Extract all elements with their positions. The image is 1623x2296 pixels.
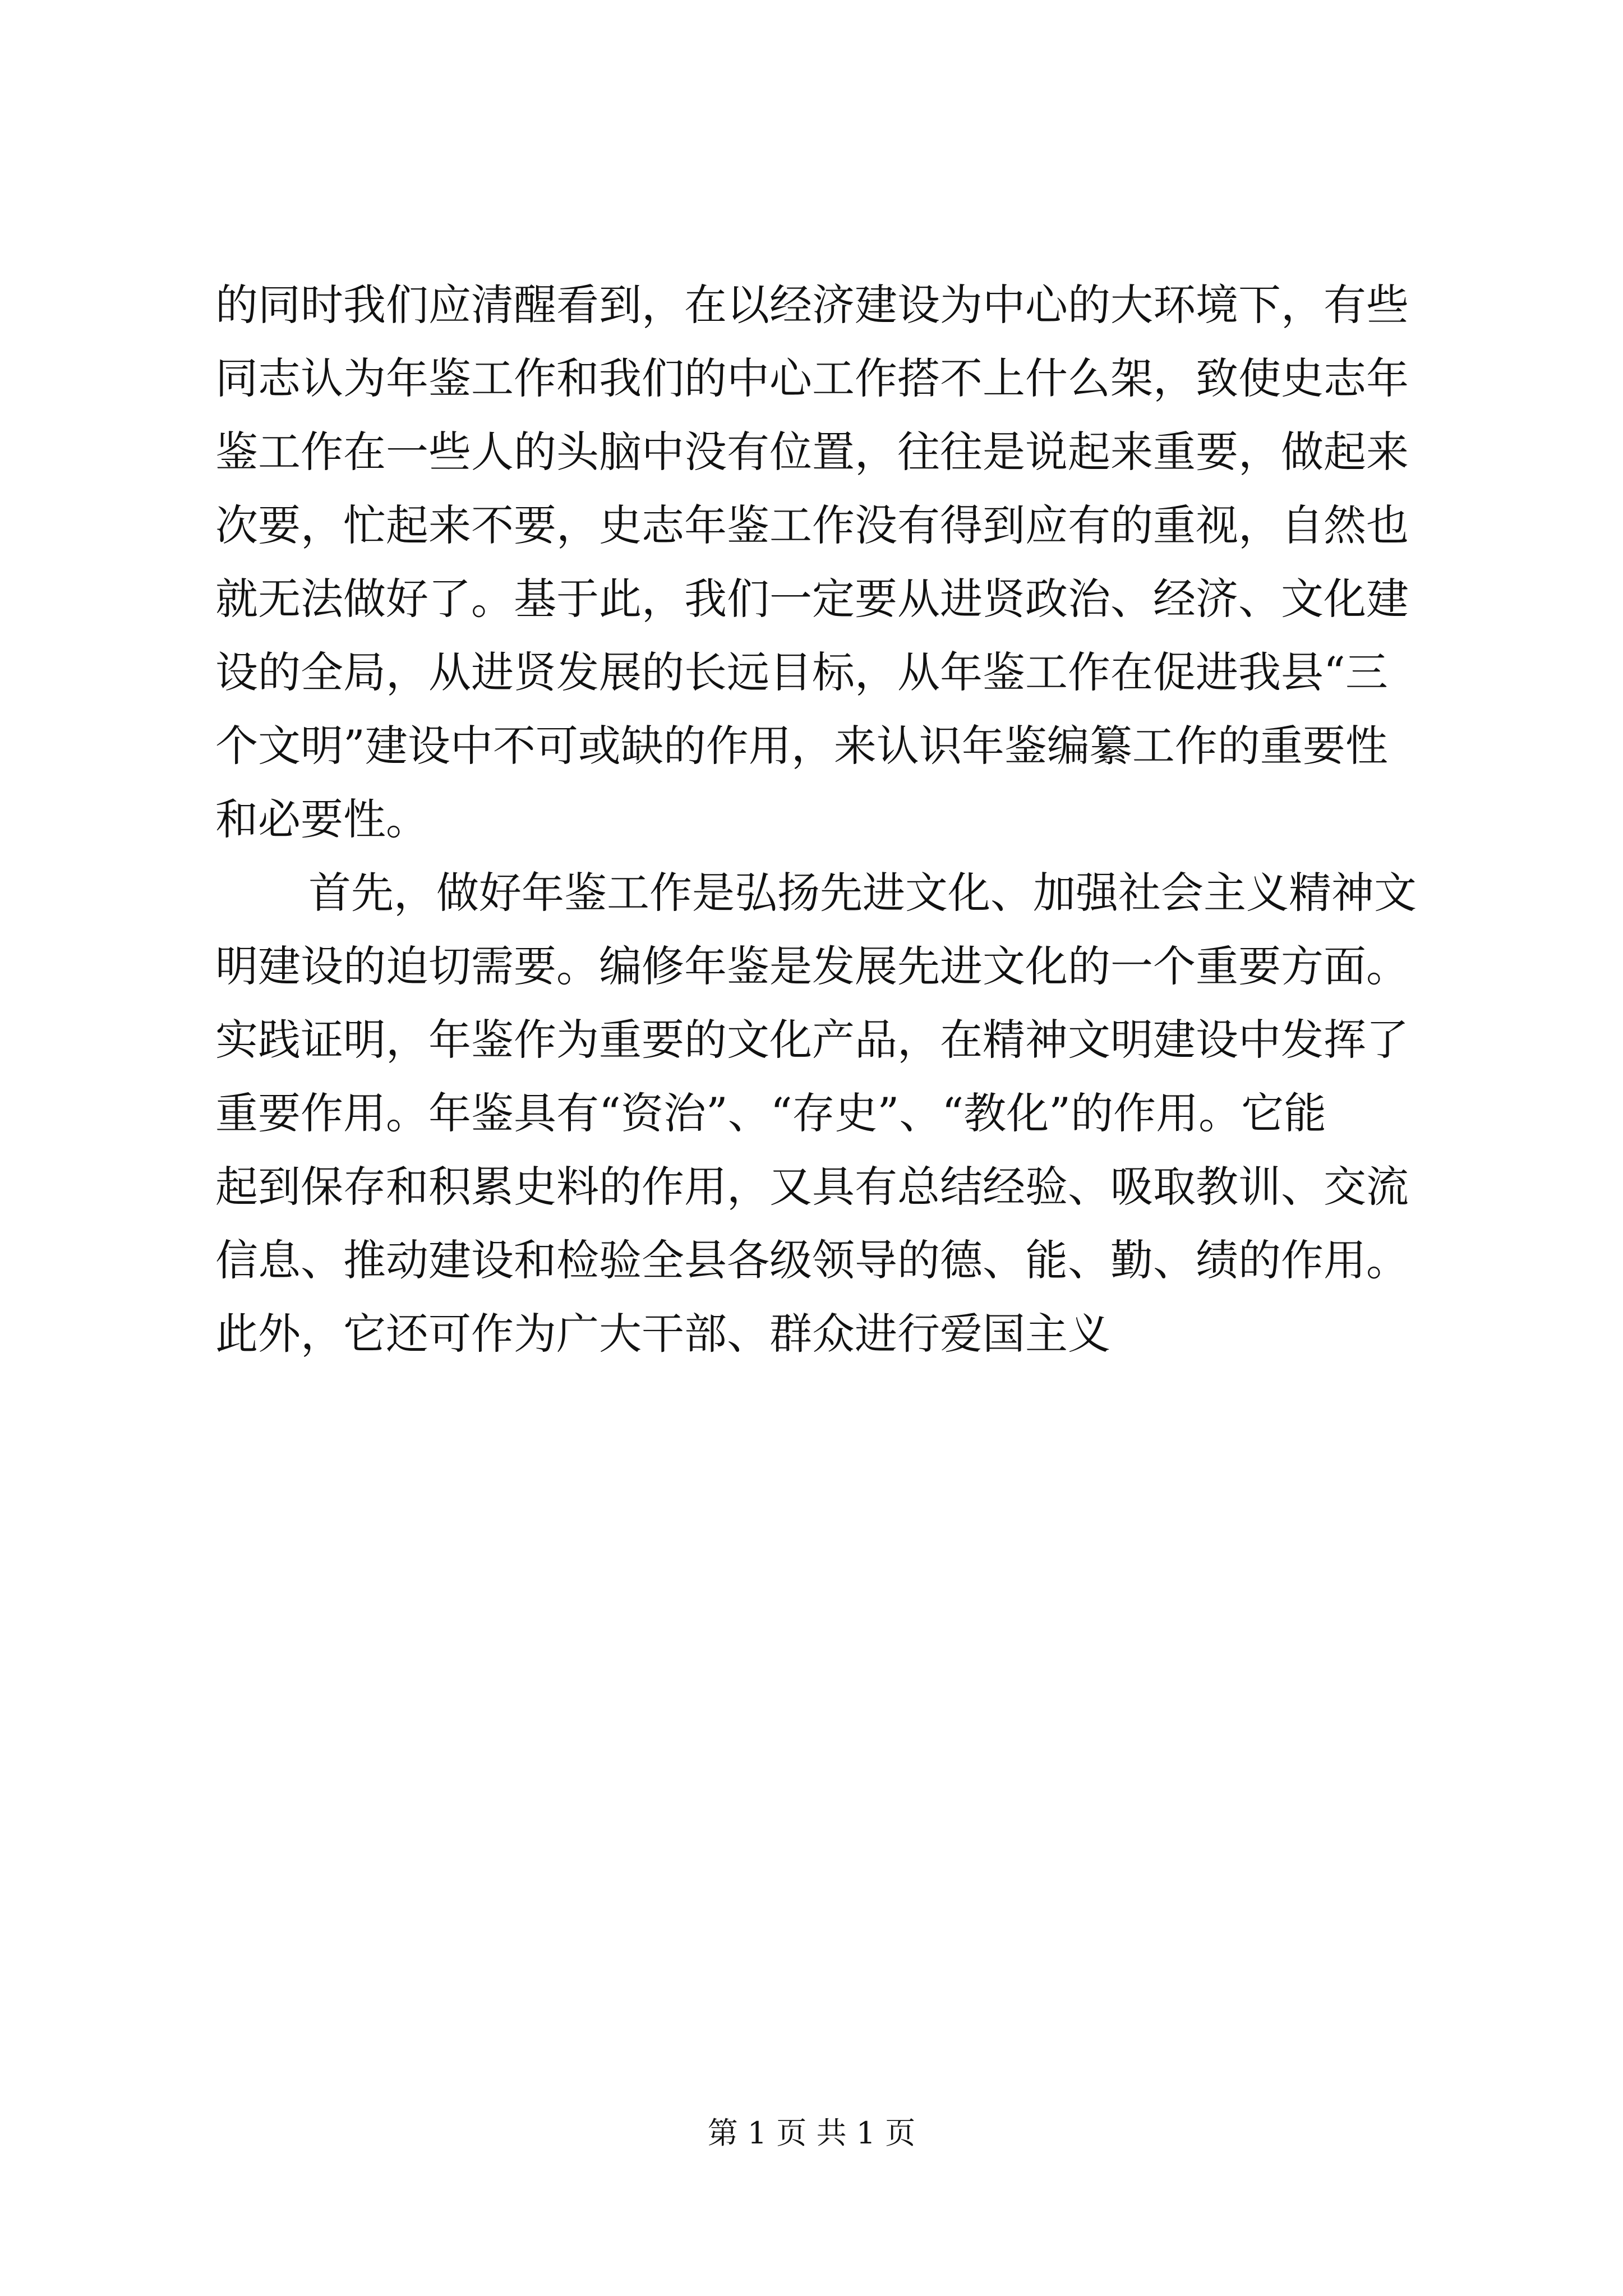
text-line: 个文明”建设中不可或缺的作用，来认识年鉴编纂工作的重要性	[215, 721, 1388, 771]
text-line: 就无法做好了。基于此，我们一定要从进贤政治、经济、文化建	[215, 574, 1409, 624]
text-line: 重要作用。年鉴具有“资治”、“存史”、“教化”的作用。它能	[215, 1088, 1327, 1138]
text-line: 鉴工作在一些人的头脑中没有位置，往往是说起来重要，做起来	[215, 427, 1409, 477]
text-line: 次要，忙起来不要，史志年鉴工作没有得到应有的重视，自然也	[215, 500, 1409, 550]
text-line: 和必要性。	[215, 794, 428, 844]
body-text	[215, 268, 1432, 1370]
text-line: 起到保存和积累史料的作用，又具有总结经验、吸取教训、交流	[215, 1162, 1409, 1212]
text-line: 的同时我们应清醒看到，在以经济建设为中心的大环境下，有些	[215, 280, 1409, 330]
text-line: 首先，做好年鉴工作是弘扬先进文化、加强社会主义精神文	[308, 868, 1417, 918]
text-line: 同志认为年鉴工作和我们的中心工作搭不上什么架，致使史志年	[215, 353, 1409, 403]
text-line: 设的全局，从进贤发展的长远目标，从年鉴工作在促进我县“三	[215, 647, 1388, 697]
page-footer: 第 1 页 共 1 页	[707, 2115, 916, 2151]
text-line: 明建设的迫切需要。编修年鉴是发展先进文化的一个重要方面。	[215, 941, 1409, 991]
text-line: 实践证明，年鉴作为重要的文化产品，在精神文明建设中发挥了	[215, 1015, 1409, 1065]
text-line: 此外，它还可作为广大干部、群众进行爱国主义	[215, 1309, 1110, 1359]
text-line: 信息、推动建设和检验全县各级领导的德、能、勤、绩的作用。	[215, 1235, 1409, 1285]
